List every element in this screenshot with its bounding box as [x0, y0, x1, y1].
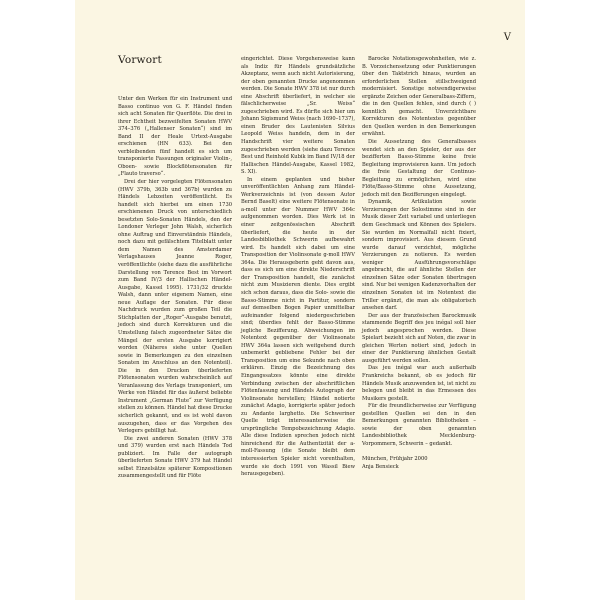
col3-para-2: Die Aussetzung des Generalbasses wendet sich an den Spieler, der aus der bezifferten Basso-Stimme keine freie Begleitung improvisieren kann. Um jedoch die freie Gestaltung der Continuo-Begleitung zu ermöglichen, wird eine Flöte/Basso-Stimme ohne Aussetzung, jedoch mit den Bezifferungen eingelegt.	[362, 139, 476, 198]
page-number: V	[503, 32, 511, 43]
col2-para-2: In einem geplanten und bisher unveröffentlichten Anhang zum Händel-Werkverzeichnis ist (von dessen Autor Bernd Baselt) eine weitere Flötensonate in a-moll unter der Nummer HWV 364c aufgenommen worden. Dies Werk ist in einer zeitgenössischen Abschrift überliefert, die heute in der Landesbibliothek Schwerin aufbewahrt wird. Es handelt sich dabei um eine Transposition der Violinsonate g-moll HWV 364a. Die Herausgeberin geht davon aus, dass es sich um eine direkte Niederschrift der Transposition handelt, die zunächst nicht zum Musizieren diente. Dies ergibt sich schon daraus, dass die Solo- sowie die Basso-Stimme nicht in Partitur, sondern auf demselben Bogen Papier unmittelbar aufeinander folgend niedergeschrieben sind; überdies fehlt der Basso-Stimme jegliche Bezifferung. Abweichungen im Notentext gegenüber der Violinsonate HWV 364a lassen sich weitgehend durch unbemerkt gebliebene Fehler bei der Transposition um eine Sekunde nach oben erklären. Einzig die Bezeichnung des Eingangssatzes könnte eine direkte Verbindung zwischen der abschriftlichen Flötenfassung und Händels Autograph der Violinsonate herstellen; Händel notierte zunächst Adagio, korrigierte später jedoch zu Andante larghetto. Die Schweriner Quelle trägt interessanterweise die ursprüngliche Tempobezeichnung Adagio. Alle diese Indizien sprechen jedoch nicht hinreichend für die Authentizität der a-moll-Fassung (die Sonate bleibt dem interessierten Spieler nicht vorenthalten, wurde sie doch 1991 von Wassil Biew herausgegeben).	[241, 176, 355, 478]
signature-name: Anja Bensieck	[362, 463, 399, 470]
page	[75, 0, 525, 600]
col3-para-5: Das jeu inégal war auch außerhalb Frankreichs bekannt, ob es jedoch für Händels Musik anzuwenden ist, ist nicht zu belegen und bleibt in das Ermessen des Musikers gestellt.	[362, 365, 476, 402]
col3-para-6: Für die freundlicherweise zur Verfügung gestellten Quellen sei den in den Bemerkungen genannten Bibliotheken – sowie der oben genannten Landesbibliothek Mecklenburg-Vorpommern, Schwerin – gedankt.	[362, 403, 476, 447]
col3-para-1: Barocke Notationsgewohnheiten, wie z. B. Vorzeichensetzung oder Punktierungen über den Taktstrich hinaus, wurden an erforderlichen Stellen stillschweigend modernisiert. Sonstige notwendigerweise ergänzte Zeichen oder Generalbass-Ziffern, die in den Quellen fehlen, sind durch ( ) kenntlich gemacht. Unverzichtbare Korrekturen des Notentextes gegenüber den Quellen werden in den Bemerkungen erwähnt.	[362, 56, 476, 138]
col3-para-4: Der aus der französischen Barockmusik stammende Begriff des jeu inégal soll hier jedoch angesprochen werden. Diese Spielart bezieht sich auf Noten, die zwar in gleichen Werten notiert sind, jedoch in einer der Punktierung ähnlichen Gestalt ausgeführt werden sollen.	[362, 312, 476, 364]
page-title: Vorwort	[118, 54, 162, 66]
text-column-2	[241, 56, 355, 479]
col1-para-2: Drei der hier vorgelegten Flötensonaten (HWV 379b, 363b und 367b) wurden zu Händels Lebzeiten veröffentlicht. Es handelt sich hierbei um einen 1730 erschienenen Druck von unterschiedlich besetzten Solo-Sonaten Händels, den der Londoner Verleger John Walsh, sicherlich ohne Auftrag und Einverständnis Händels, noch dazu mit gefälschtem Titelblatt unter dem Namen des Amsterdamer Verlagshauses Jeanne Roger, veröffentlichte (siehe dazu die ausführliche Darstellung von Terence Best im Vorwort zum Band IV/3 der Hallischen Händel-Ausgabe, Kassel 1995). 1731/32 druckte Walsh, dann unter eigenem Namen, eine neue Auflage der Sonaten. Für diese Nachdruck wurden zum großen Teil die Stichplatten der „Roger“-Ausgabe benutzt, jedoch sind durch Korrekturen und die Umstellung falsch zugeordneter Sätze die Mängel der ersten Ausgabe korrigiert worden (Näheres siehe unter Quellen sowie in Bemerkungen zu den einzelnen Sonaten im Anschluss an den Notenteil). Die in den Drucken überlieferten Flötensonaten wurden wahrscheinlich auf Veranlassung des Verlags transponiert, um Werke von Händel für das äußerst beliebte Instrument „German Flute“ zur Verfügung stellen zu können. Händel hat diese Drucke sicherlich gekannt, und es ist wohl davon auszugehen, dass er das Vorgehen des Verlegers gebilligt hat.	[118, 179, 232, 435]
col1-para-3: Die zwei anderen Sonaten (HWV 378 und 379) wurden erst nach Händels Tod publiziert. Im Falle der autograph überlieferten Sonate HWV 379 hat Händel selbst Einzelsätze späterer Kompositionen zusammengestellt und für Flöte	[118, 435, 232, 480]
signature-place-date: München, Frühjahr 2000	[362, 456, 428, 463]
col1-para-1: Unter den Werken für ein Instrument und Basso continuo von G. F. Händel finden sich acht Sonaten für Querflöte. Die drei in ihrer Echtheit bezweifelten Sonaten HWV 374–376 („Hallenser Sonaten“) sind im Band II der Heale Urtext-Ausgabe erschienen (HN 633). Bei den verbleibenden fünf handelt es sich um transponierte Fassungen originaler Violin-, Oboen- sowie Blockflötensonaten für „Flauto traverso“.	[118, 96, 232, 178]
text-column-1	[118, 96, 232, 481]
col2-para-1: eingerichtet. Diese Vorgehensweise kann als Indiz für Händels grundsätzliche Akzeptanz, wenn auch nicht Autorisierung, der oben genannten Drucke angenommen werden. Die Sonate HWV 378 ist nur durch eine Abschrift überliefert, in welcher sie fälschlicherweise „Sr. Weiss“ zugeschrieben wird. Es dürfte sich hier um Johann Sigismund Weiss (nach 1690–1737), einen Bruder des Lautenisten Silvius Leopold Weiss handeln, dem in der Handschrift vier weitere Sonaten zugeschrieben werden (siehe dazu Terence Best und Reinhold Kubik im Band IV/18 der Hallischen Händel-Ausgabe, Kassel 1982, S. XI).	[241, 56, 355, 176]
text-column-3	[362, 56, 476, 472]
col3-para-3: Dynamik, Artikulation sowie Verzierungen der Solostimme sind in der Musik dieser Zeit variabel und unterliegen dem Geschmack und Können des Spielers. Sie wurden im Normalfall nicht fixiert, sondern improvisiert. Aus diesem Grund wurde darauf verzichtet, mögliche Verzierungen zu notieren. Es werden weniger Ausführungsvorschläge angebracht, die auf ähnliche Stellen der einzelnen Sätze oder Sonaten übertragen sind. Nur bei wenigen Kadenzvorhalten der einzelnen Sonaten ist im Notentext die Triller ergänzt, die man als obligatorisch ansehen darf.	[362, 199, 476, 312]
